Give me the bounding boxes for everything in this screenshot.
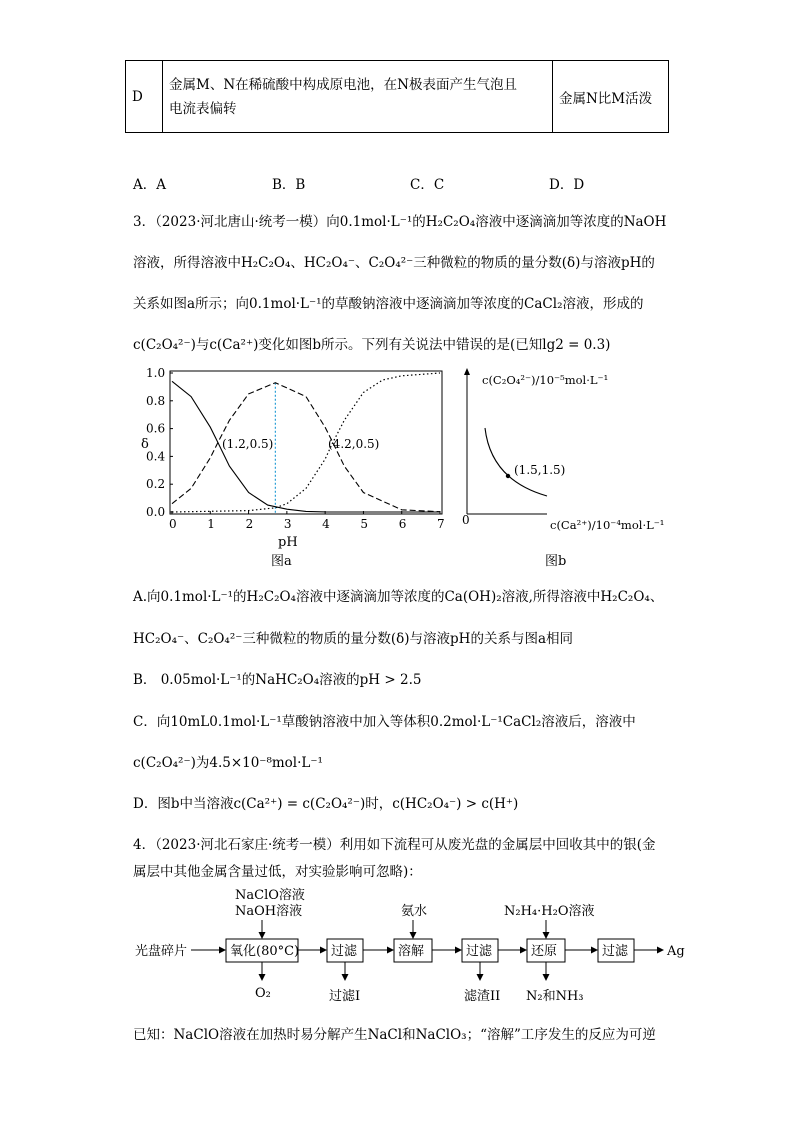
flow-box-filter-3-label: 过滤	[602, 944, 629, 959]
reagent-ammonia: 氨水	[401, 904, 428, 919]
option-table	[125, 60, 669, 133]
q4-line-2: 属层中其他金属含量过低，对实验影响可忽略)：	[133, 864, 422, 880]
known-note: 已知：NaClO溶液在加热时易分解产生NaCl和NaClO₃；“溶解”工序发生的反应为可逆	[133, 1027, 656, 1043]
x-tick-label: 6	[398, 517, 407, 531]
q4-line-1: 4．（2023·河北石家庄·统考一模）利用如下流程可从废光盘的金属层中回收其中的银(金	[133, 837, 656, 853]
flow-diagram	[133, 884, 693, 1012]
choice-b: B．B	[272, 177, 306, 193]
option-letter: D	[126, 61, 163, 133]
operation-line-1: 金属M、N在稀硫酸中构成原电池，在N极表面产生气泡且	[169, 76, 517, 93]
q3-line-2: 溶液，所得溶液中H₂C₂O₄、HC₂O₄⁻、C₂O₄²⁻三种微粒的物质的量分数(δ)与溶液pH的	[133, 255, 655, 271]
annotation-1: (1.2,0.5)	[222, 437, 274, 451]
y-tick-label: 0.8	[146, 393, 166, 408]
origin-label: 0	[462, 513, 470, 527]
point-b	[506, 474, 510, 478]
x-axis-label-b: c(Ca²⁺)/10⁻⁴mol·L⁻¹	[550, 518, 665, 532]
point-b-label: (1.5,1.5)	[514, 463, 566, 477]
curve-b	[485, 428, 547, 496]
opt-c-line-1: C．向10mL0.1mol·L⁻¹草酸钠溶液中加入等体积0.2mol·L⁻¹CaCl₂溶液后，溶液中	[133, 714, 636, 730]
annotation-2: (4.2,0.5)	[328, 437, 380, 451]
operation-cell	[163, 61, 553, 133]
y-axis-label-b: c(C₂O₄²⁻)/10⁻⁵mol·L⁻¹	[482, 373, 609, 387]
output-residue-2: 滤渣II	[464, 989, 501, 1004]
y-axis-arrow	[464, 368, 470, 375]
opt-d: D．图b中当溶液c(Ca²⁺) = c(C₂O₄²⁻)时，c(HC₂O₄⁻) > c(H⁺)	[133, 796, 519, 812]
figure-a-caption: 图a	[271, 554, 292, 569]
reagent-hydrazine: N₂H₄·H₂O溶液	[504, 904, 595, 919]
x-tick-label: 0	[169, 517, 177, 531]
x-tick-label: 4	[322, 517, 330, 531]
opt-c-line-2: c(C₂O₄²⁻)为4.5×10⁻⁸mol·L⁻¹	[133, 755, 323, 771]
flow-box-filter-2-label: 过滤	[466, 944, 493, 959]
output-n2-nh3: N₂和NH₃	[526, 989, 584, 1004]
y-tick-label: 0.2	[146, 477, 166, 492]
q3-line-3: 关系如图a所示；向0.1mol·L⁻¹的草酸钠溶液中逐滴滴加等浓度的CaCl₂溶液，形成的	[133, 296, 644, 312]
x-tick-label: 3	[283, 517, 292, 531]
x-tick-label: 1	[207, 517, 215, 531]
series-h2c2o4	[172, 381, 440, 512]
output-filter-1: 过滤I	[329, 989, 361, 1004]
reagent-naclo: NaClO溶液	[235, 888, 305, 903]
y-tick-label: 1.0	[146, 366, 166, 380]
q3-line-1: 3．（2023·河北唐山·统考一模）向0.1mol·L⁻¹的H₂C₂O₄溶液中逐滴滴加等浓度的NaOH	[133, 214, 667, 230]
operation-line-2: 电流表偏转	[169, 100, 237, 117]
y-tick-label: 0.6	[146, 421, 166, 436]
plot-frame	[170, 371, 442, 514]
flow-box-dissolve-label: 溶解	[398, 944, 425, 959]
y-tick-label: 0.0	[146, 505, 166, 519]
figure-b	[455, 362, 675, 572]
figure-b-caption: 图b	[545, 554, 567, 569]
x-axis-label: pH	[278, 535, 298, 550]
flow-box-filter-1-label: 过滤	[331, 944, 358, 959]
series-c2o4	[172, 373, 440, 512]
reagent-naoh: NaOH溶液	[235, 904, 303, 919]
x-tick-label: 5	[360, 517, 369, 531]
x-tick-label: 2	[245, 517, 254, 531]
opt-b: B． 0.05mol·L⁻¹的NaHC₂O₄溶液的pH > 2.5	[133, 672, 422, 688]
choice-c: C．C	[410, 177, 445, 193]
output-o2: O₂	[255, 986, 271, 1001]
flow-box-oxidize-label: 氧化(80°C)	[230, 944, 300, 959]
flow-start: 光盘碎片	[135, 944, 188, 959]
x-tick-label: 7	[437, 517, 445, 531]
opt-a-line-1: A.向0.1mol·L⁻¹的H₂C₂O₄溶液中逐滴滴加等浓度的Ca(OH)₂溶液,所得溶液中H₂C₂O₄、	[133, 589, 664, 605]
q3-line-4: c(C₂O₄²⁻)与c(Ca²⁺)变化如图b所示。下列有关说法中错误的是(已知lg2 = 0.3)	[133, 337, 611, 353]
figure-a	[128, 362, 458, 572]
flow-end: Ag	[667, 944, 685, 959]
choice-a: A．A	[133, 177, 166, 193]
y-tick-label: 0.4	[146, 449, 166, 464]
series-hc2o4	[172, 383, 440, 512]
opt-a-line-2: HC₂O₄⁻、C₂O₄²⁻三种微粒的物质的量分数(δ)与溶液pH的关系与图a相同	[133, 631, 574, 647]
conclusion-cell: 金属N比M活泼	[553, 61, 669, 133]
flow-box-reduce-label: 还原	[531, 944, 558, 959]
choice-d: D．D	[549, 177, 585, 193]
y-axis-label: δ	[141, 437, 149, 452]
